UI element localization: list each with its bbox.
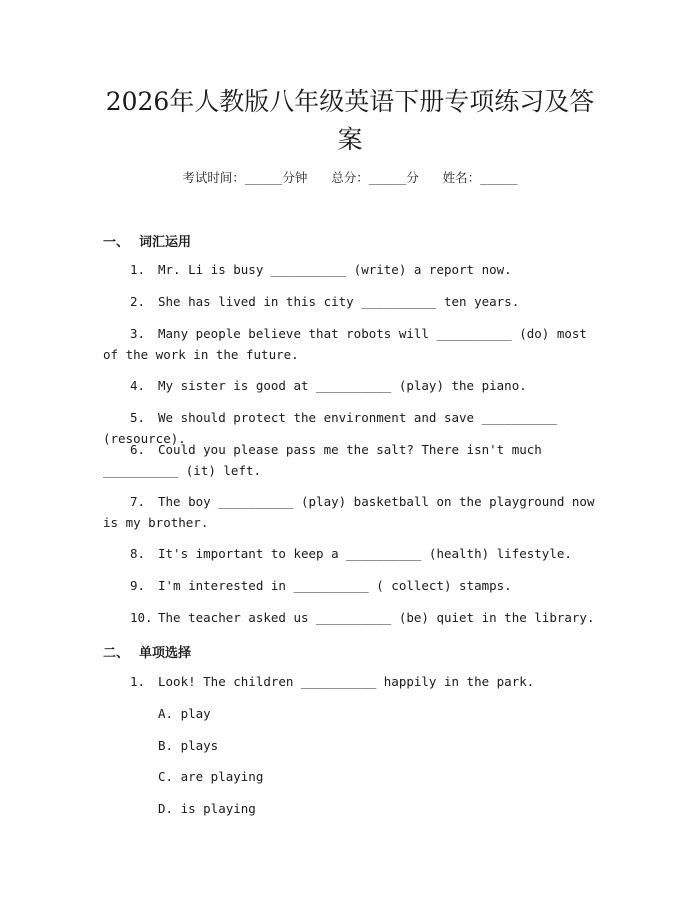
- question-text: Mr. Li is busy __________ (write) a report now.: [158, 262, 512, 277]
- vocab-question-3: [103, 323, 598, 365]
- vocab-question-4: [103, 375, 598, 396]
- question-number: 8.: [130, 546, 146, 561]
- question-text: She has lived in this city __________ ten years.: [158, 294, 520, 309]
- question-number: 1.: [130, 674, 146, 689]
- exam-time: 考试时间：______分钟: [182, 170, 308, 185]
- question-number: 1.: [130, 262, 146, 277]
- question-text: Could you please pass me the salt? There isn't much __________ (it) left.: [103, 442, 542, 478]
- section-number: 一、: [103, 235, 130, 250]
- vocab-question-9: [103, 575, 598, 596]
- question-number: 2.: [130, 294, 146, 309]
- document-title: 2026年人教版八年级英语下册专项练习及答案: [105, 87, 595, 154]
- vocab-question-1: [103, 259, 598, 280]
- question-text: We should protect the environment and save __________ (resource).: [103, 410, 557, 446]
- question-text: I'm interested in __________ ( collect) stamps.: [158, 578, 512, 593]
- student-name: 姓名：______: [442, 170, 518, 185]
- question-number: 10.: [130, 610, 153, 625]
- section-vocabulary: [103, 231, 191, 250]
- vocab-question-2: [103, 291, 598, 312]
- total-score: 总分：______分: [331, 170, 419, 185]
- vocab-question-8: [103, 543, 598, 564]
- option-c: C. are playing: [158, 769, 264, 784]
- vocab-question-7: [103, 491, 598, 533]
- section-title: 单项选择: [139, 646, 192, 661]
- question-text: Many people believe that robots will __________ (do) most of the work in the future.: [103, 326, 587, 362]
- question-number: 7.: [130, 494, 146, 509]
- section-number: 二、: [103, 646, 130, 661]
- question-number: 6.: [130, 442, 146, 457]
- question-number: 9.: [130, 578, 146, 593]
- option-b: B. plays: [158, 738, 219, 753]
- question-number: 5.: [130, 410, 146, 425]
- section-multiple-choice: [103, 642, 191, 661]
- option-d: D. is playing: [158, 801, 256, 816]
- question-text: My sister is good at __________ (play) the piano.: [158, 378, 527, 393]
- choice-question-1: [103, 671, 598, 692]
- option-a: A. play: [158, 706, 211, 721]
- section-title: 词汇运用: [139, 235, 192, 250]
- vocab-question-6: [103, 439, 598, 481]
- exam-meta: [0, 168, 700, 186]
- question-text: The boy __________ (play) basketball on the playground now is my brother.: [103, 494, 595, 530]
- question-text: The teacher asked us __________ (be) quiet in the library.: [158, 610, 595, 625]
- question-number: 3.: [130, 326, 146, 341]
- vocab-question-10: [103, 607, 598, 628]
- question-text: It's important to keep a __________ (health) lifestyle.: [158, 546, 572, 561]
- question-number: 4.: [130, 378, 146, 393]
- question-text: Look! The children __________ happily in the park.: [158, 674, 535, 689]
